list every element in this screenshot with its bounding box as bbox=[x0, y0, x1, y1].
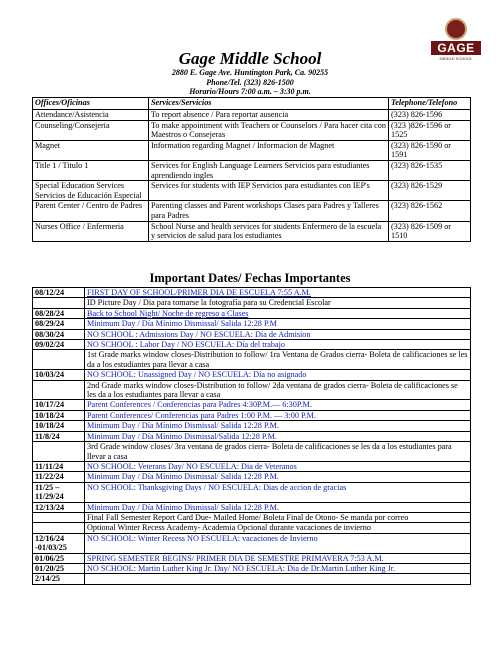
event-cell: Minimum Day / Día Mínimo Dismissal/Salida 12:28 P.M. bbox=[85, 431, 471, 441]
date-row bbox=[33, 512, 471, 522]
date-row bbox=[33, 308, 471, 318]
date-cell: 11/8/24 bbox=[33, 431, 85, 441]
dates-table bbox=[32, 287, 471, 585]
date-row bbox=[33, 421, 471, 431]
event-cell: 1st Grade marks window closes-Distribution to follow/ 1ra Ventana de Grados cierra- Boleta de calificaciones se les da a los estudiantes para llevar a casa bbox=[85, 350, 471, 370]
date-row bbox=[33, 502, 471, 512]
date-row bbox=[33, 350, 471, 370]
event-cell: FIRST DAY OF SCHOOL/PRIMER DIA DE ESCUELA 7:55 A.M. bbox=[85, 288, 471, 298]
office-row bbox=[33, 140, 471, 160]
office-name: Nurses Office / Enfermeria bbox=[33, 221, 149, 241]
date-cell: 08/12/24 bbox=[33, 288, 85, 298]
date-cell: 09/02/24 bbox=[33, 340, 85, 350]
date-row bbox=[33, 574, 471, 584]
date-row bbox=[33, 288, 471, 298]
date-row bbox=[33, 523, 471, 533]
office-services: School Nurse and health services for students Enfermero de la escuela y servicios de salud para los estudiantes bbox=[149, 221, 389, 241]
date-cell: 08/28/24 bbox=[33, 308, 85, 318]
date-row bbox=[33, 400, 471, 410]
date-row bbox=[33, 482, 471, 502]
dates-section-title: Important Dates/ Fechas Importantes bbox=[149, 271, 351, 285]
event-cell bbox=[85, 574, 471, 584]
school-hours: Horario/Hours 7:00 a.m. – 3:30 p.m. bbox=[189, 87, 311, 96]
date-cell bbox=[33, 512, 85, 522]
date-cell bbox=[33, 442, 85, 462]
date-row bbox=[33, 533, 471, 553]
office-row bbox=[33, 110, 471, 121]
event-cell: Minimum Day / Día Mínimo Dismissal/ Salida 12:28 P.M. bbox=[85, 421, 471, 431]
event-cell: NO SCHOOL: Veterans Day/ NO ESCUELA: Dia de Veteranos bbox=[85, 461, 471, 471]
date-row bbox=[33, 563, 471, 573]
date-row bbox=[33, 298, 471, 308]
event-cell: Minimum Day / Día Mínimo Dismissal/ Salida 12:28 P.M. bbox=[85, 472, 471, 482]
date-cell bbox=[33, 298, 85, 308]
offices-header-row bbox=[33, 98, 471, 110]
office-name: Attendance/Asistencia bbox=[33, 110, 149, 121]
office-phone: (323) 826-1596 bbox=[389, 110, 471, 121]
event-cell: SPRING SEMESTER BEGINS/ PRIMER DIA DE SEMESTRE PRIMAVERA 7:53 A.M. bbox=[85, 553, 471, 563]
offices-col-header: Offices/Oficinas bbox=[33, 98, 149, 110]
date-cell bbox=[33, 380, 85, 400]
document-header bbox=[0, 50, 500, 97]
date-row bbox=[33, 410, 471, 420]
office-services: To make appointment with Teachers or Counselors / Para hacer cita con Maestros o Consejeras bbox=[149, 120, 389, 140]
date-row bbox=[33, 442, 471, 462]
date-row bbox=[33, 461, 471, 471]
date-row bbox=[33, 472, 471, 482]
school-phone: Phone/Tel. (323) 826-1500 bbox=[206, 77, 294, 87]
event-cell: NO SCHOOL : Labor Day / NO ESCUELA: Día del trabajo bbox=[85, 340, 471, 350]
date-cell: 01/06/25 bbox=[33, 553, 85, 563]
date-row bbox=[33, 370, 471, 380]
date-cell: 11/22/24 bbox=[33, 472, 85, 482]
event-cell: NO SCHOOL: Thanksgiving Days / NO ESCUELA: Dias de accion de gracias bbox=[85, 482, 471, 502]
services-col-header: Services/Servicios bbox=[149, 98, 389, 110]
date-cell: 2/14/25 bbox=[33, 574, 85, 584]
date-row bbox=[33, 380, 471, 400]
office-phone: (323 )826-1596 or 1525 bbox=[389, 120, 471, 140]
logo-tagline: MIDDLE SCHOOL bbox=[439, 56, 473, 61]
office-phone: (323) 826-1535 bbox=[389, 160, 471, 180]
office-row bbox=[33, 120, 471, 140]
event-cell: Optional Winter Recess Academy- Academia Opcional durante vacaciones de invierno bbox=[85, 523, 471, 533]
event-cell: NO SCHOOL: Unassigned Day / NO ESCUELA: Día no asignado bbox=[85, 370, 471, 380]
office-name: Parent Center / Centro de Padres bbox=[33, 201, 149, 221]
office-phone: (323) 826-1529 bbox=[389, 181, 471, 201]
date-cell: 12/13/24 bbox=[33, 502, 85, 512]
event-cell: NO SCHOOL : Admissions Day / NO ESCUELA: Día de Admision bbox=[85, 329, 471, 339]
office-services: Parenting classes and Parent workshops Clases para Padres y Talleres para Padres bbox=[149, 201, 389, 221]
office-phone: (323) 826-1562 bbox=[389, 201, 471, 221]
event-cell: 3rd Grade window closes/ 3ra ventana de grados cierra- Boleta de calificaciones se les da a los estudiantes para llevar a casa bbox=[85, 442, 471, 462]
office-row bbox=[33, 221, 471, 241]
date-row bbox=[33, 553, 471, 563]
event-cell: Minimum Day / Día Mínimo Dismissal/ Salida 12:28 P.M. bbox=[85, 502, 471, 512]
school-title: Gage Middle School bbox=[178, 49, 322, 68]
event-cell: 2nd Grade marks window closes-Distribution to follow/ 2da ventana de grados cierra- Boleta de calificaciones se les da a los estudiantes para llevar a casa bbox=[85, 380, 471, 400]
date-cell: 01/20/25 bbox=[33, 563, 85, 573]
office-name: Special Education Services Servicios de Educación Especial bbox=[33, 181, 149, 201]
event-cell: NO SCHOOL: Martin Luther King Jr. Day/ NO ESCUELA: Dia de Dr.Martin Luther King Jr. bbox=[85, 563, 471, 573]
event-cell: Final Fall Semester Report Card Due- Mailed Home/ Boleta Final de Otono- Se manda por correo bbox=[85, 512, 471, 522]
date-cell: 10/18/24 bbox=[33, 421, 85, 431]
date-cell: 08/30/24 bbox=[33, 329, 85, 339]
office-services: To report absence / Para reportar ausencia bbox=[149, 110, 389, 121]
office-row bbox=[33, 181, 471, 201]
office-name: Magnet bbox=[33, 140, 149, 160]
date-row bbox=[33, 329, 471, 339]
logo-wordmark: GAGE bbox=[431, 41, 481, 55]
office-phone: (323) 826-1590 or 1591 bbox=[389, 140, 471, 160]
event-cell: ID Picture Day / Dia para tomarse la fotografía para su Credencial Escolar bbox=[85, 298, 471, 308]
date-cell bbox=[33, 350, 85, 370]
event-cell: Back to School Night/ Noche de regreso a Clases bbox=[85, 308, 471, 318]
date-cell: 08/29/24 bbox=[33, 319, 85, 329]
seal-icon bbox=[445, 18, 467, 40]
office-services: Services for English Language Learners Servicios para estudiantes aprendiendo ingles bbox=[149, 160, 389, 180]
office-row bbox=[33, 201, 471, 221]
offices-table bbox=[32, 97, 471, 242]
date-cell: 11/25 – 11/29/24 bbox=[33, 482, 85, 502]
school-address: 2880 E. Gage Ave. Huntington Park, Ca. 90255 bbox=[171, 68, 329, 77]
date-cell: 12/16/24 -01/03/25 bbox=[33, 533, 85, 553]
telephone-col-header: Telephone/Telefono bbox=[389, 98, 471, 110]
event-cell: Minimum Day / Día Mínimo Dismissal/ Salida 12:28 P.M bbox=[85, 319, 471, 329]
event-cell: Parent Conferences/ Conferencias para Padres 1:00 P.M. — 3:00 P.M. bbox=[85, 410, 471, 420]
office-services: Information regarding Magnet / Informacion de Magnet bbox=[149, 140, 389, 160]
office-name: Counseling/Consejeria bbox=[33, 120, 149, 140]
date-cell: 10/03/24 bbox=[33, 370, 85, 380]
date-row bbox=[33, 340, 471, 350]
office-phone: (323) 826-1509 or 1510 bbox=[389, 221, 471, 241]
event-cell: NO SCHOOL: Winter Recess NO ESCUELA: vacaciones de Invierno bbox=[85, 533, 471, 553]
date-cell: 10/17/24 bbox=[33, 400, 85, 410]
office-row bbox=[33, 160, 471, 180]
date-row bbox=[33, 319, 471, 329]
event-cell: Parent Conferences / Conferencias para Padres 4:30P.M.— 6:30P.M. bbox=[85, 400, 471, 410]
date-cell: 11/11/24 bbox=[33, 461, 85, 471]
date-row bbox=[33, 431, 471, 441]
date-cell bbox=[33, 523, 85, 533]
date-cell: 10/18/24 bbox=[33, 410, 85, 420]
office-name: Title 1 / Titulo 1 bbox=[33, 160, 149, 180]
office-services: Services for students with IEP Servicios para estudiantes con IEP's bbox=[149, 181, 389, 201]
